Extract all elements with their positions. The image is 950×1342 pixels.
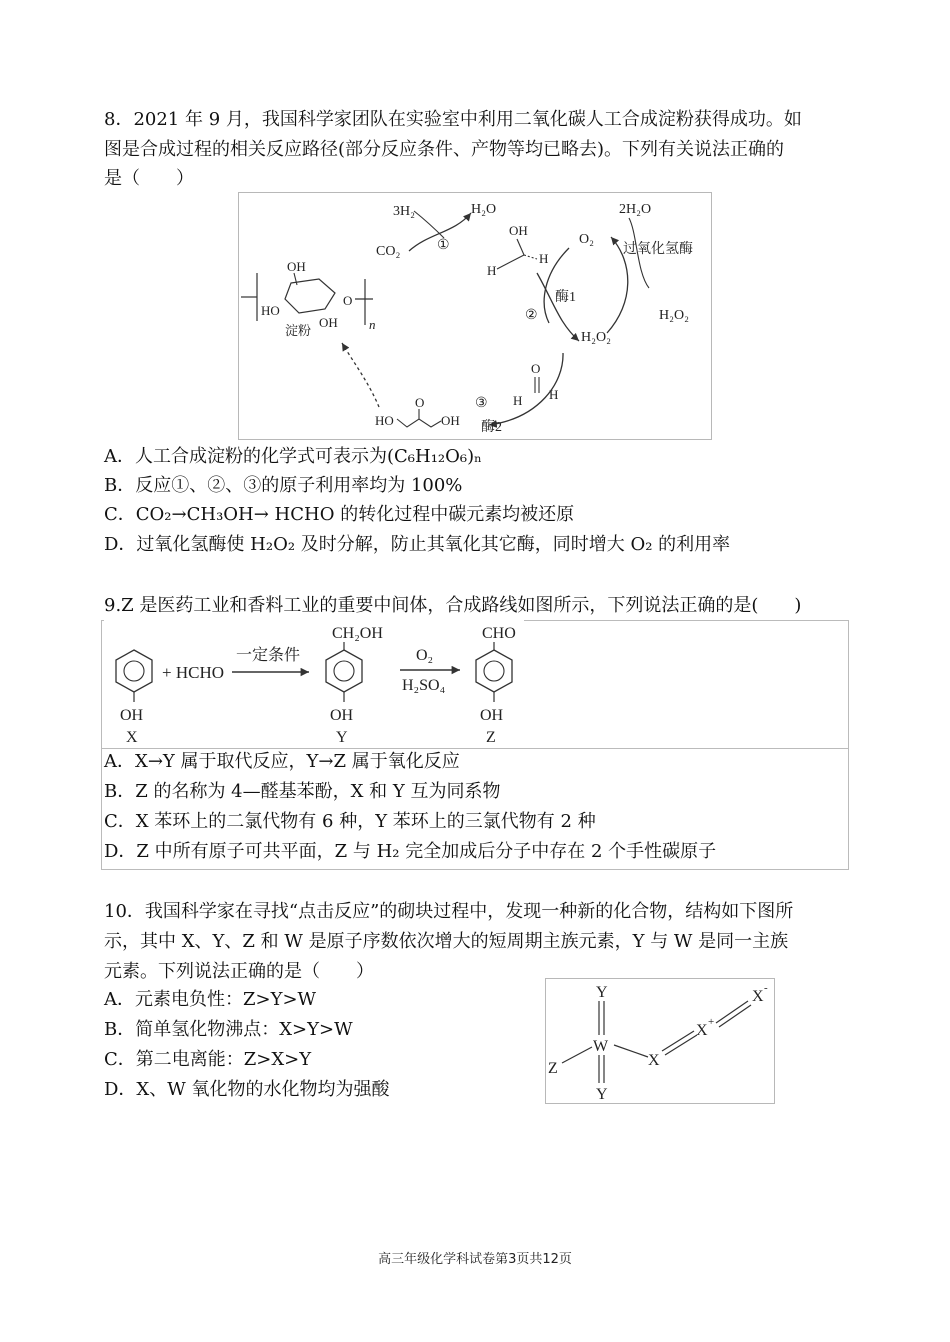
q8-starch-ring [285,279,335,313]
q9-option-a: A．X→Y 属于取代反应，Y→Z 属于氧化反应 [104,751,460,772]
q8-methanol-bond-2 [497,255,524,269]
q10-option-d: D．X、W 氧化物的水化物均为强酸 [104,1079,390,1100]
q9-z-ring-circle [484,661,504,681]
q8-step1-label: ① [437,238,450,253]
q8-starch-bond-oh [294,273,297,285]
q10-bond-x2-x3-a [716,1001,748,1023]
q10-x2: X [696,1022,708,1039]
q8-starch-n: n [369,317,376,332]
q10-option-c: C．第二电离能：Z>X>Y [104,1049,312,1070]
q9-z-cho: CHO [482,625,516,642]
q10-y-top: Y [596,984,608,1001]
q10-x1: X [648,1052,660,1069]
q9-y-ring [326,650,362,692]
q8-methanol-h-left: H [487,263,497,278]
q9-x-ring-circle [124,661,144,681]
q10-bond-z-w [562,1047,592,1063]
q10-x2-charge: + [708,1016,715,1028]
page-footer: 高三年级化学科试卷第3页共12页 [378,1252,572,1267]
q8-starch-oh-top: OH [287,259,306,274]
q10-y-bottom: Y [596,1086,608,1103]
q10-bond-x2-x3-b [719,1005,751,1027]
q10-structure-figure [545,978,775,1104]
q8-dha-oh: OH [441,413,460,428]
q8-dha-o: O [415,395,425,410]
q9-y-label: Y [336,729,348,746]
q10-x3: X [752,988,764,1005]
q8-3h2-label: 3H₂ [393,204,415,219]
q8-enzyme1-label: 酶1 [555,290,576,305]
q8-arrow-h2-in [414,211,444,238]
q8-dha-ho: HO [375,413,394,428]
q10-stem-line-1: 10．我国科学家在寻找“点击反应”的砌块过程中，发现一种新的化合物，结构如下图所 [104,901,794,922]
q8-methanol-bond-3 [524,255,537,259]
q8-reaction-pathway-figure [238,192,712,440]
q9-y-ring-circle [334,661,354,681]
q8-starch-label: 淀粉 [285,323,312,338]
q9-table-separator [102,748,848,749]
q8-arrow-dashed-to-starch [342,343,379,407]
q8-enzyme2-label: 酶2 [481,420,502,435]
q8-formaldehyde-h-left: H [513,393,523,408]
q8-stem-line-1: 8．2021 年 9 月，我国科学家团队在实验室中利用二氧化碳人工合成淀粉获得成功。如 [104,109,802,130]
q8-catalase-label: 过氧化氢酶 [623,242,693,257]
q10-x3-charge: - [764,982,768,994]
q9-plus-hcho: + HCHO [162,663,225,682]
q9-y-oh: OH [330,707,354,724]
q8-o2-label: O₂ [579,232,594,247]
q9-z-ring [476,650,512,692]
q10-bond-x1-x2-b [665,1035,697,1055]
q8-arrow-step2 [537,273,579,341]
q8-step2-label: ② [525,308,538,323]
q8-stem-line-2: 图是合成过程的相关反应路径(部分反应条件、产物等均已略去)。下列有关说法正确的 [104,139,785,160]
q9-x-oh: OH [120,707,144,724]
q8-dha-chain [397,419,441,427]
q8-methanol-oh: OH [509,223,528,238]
q8-methanol-bond-1 [517,239,524,255]
q9-z-oh: OH [480,707,504,724]
q8-co2-label: CO₂ [376,244,401,259]
q8-starch-o: O [343,293,353,308]
q9-h2so4: H₂SO₄ [402,677,446,694]
q10-z: Z [548,1060,558,1077]
q8-methanol-h-right: H [539,251,549,266]
q8-option-c: C．CO₂→CH₃OH→ HCHO 的转化过程中碳元素均被还原 [104,504,575,525]
q9-stem: 9.Z 是医药工业和香料工业的重要中间体，合成路线如图所示，下列说法正确的是( ) [104,595,802,616]
q9-o2: O₂ [416,647,434,664]
q10-stem-line-3: 元素。下列说法正确的是（ ） [104,961,374,982]
q10-stem-line-2: 示，其中 X、Y、Z 和 W 是原子序数依次增大的短周期主族元素，Y 与 W 是同一主族 [104,931,789,952]
q10-bond-x1-x2-a [662,1031,694,1051]
q8-starch-oh-bottom: OH [319,315,338,330]
q10-option-a: A．元素电负性：Z>Y>W [104,989,317,1010]
q9-option-c: C．X 苯环上的二氯代物有 6 种，Y 苯环上的三氯代物有 2 种 [104,811,596,832]
q8-option-a: A．人工合成淀粉的化学式可表示为(C₆H₁₂O₆)ₙ [104,446,482,467]
q9-z-label: Z [486,729,496,746]
q8-h2o2-mid-label: H₂O₂ [581,330,611,345]
q8-arrow-step3 [489,353,563,425]
q8-starch-ho: HO [261,303,280,318]
q8-option-d: D．过氧化氢酶使 H₂O₂ 及时分解，防止其氧化其它酶，同时增大 O₂ 的利用率 [104,534,731,555]
q9-synthesis-figure [104,620,524,746]
q8-h2o-top-label: H₂O [471,202,497,217]
q9-condition-1: 一定条件 [236,647,301,664]
q8-h2o2-right-label: H₂O₂ [659,308,689,323]
q10-bond-w-x [614,1045,648,1057]
q9-x-ring [116,650,152,692]
q10-option-b: B．简单氢化物沸点：X>Y>W [104,1019,353,1040]
q8-option-b: B．反应①、②、③的原子利用率均为 100% [104,475,463,496]
q9-option-d: D．Z 中所有原子可共平面，Z 与 H₂ 完全加成后分子中存在 2 个手性碳原子 [104,841,717,862]
q10-w: W [593,1038,609,1055]
q8-stem-line-3: 是（ ） [104,168,194,189]
q8-formaldehyde-h-right: H [549,387,559,402]
q9-option-b: B．Z 的名称为 4—醛基苯酚，X 和 Y 互为同系物 [104,781,501,802]
q8-formaldehyde-o: O [531,361,541,376]
q9-y-ch2oh: CH₂OH [332,625,383,642]
q8-step3-label: ③ [475,396,488,411]
q9-x-label: X [126,729,138,746]
q8-2h2o-label: 2H₂O [619,202,652,217]
